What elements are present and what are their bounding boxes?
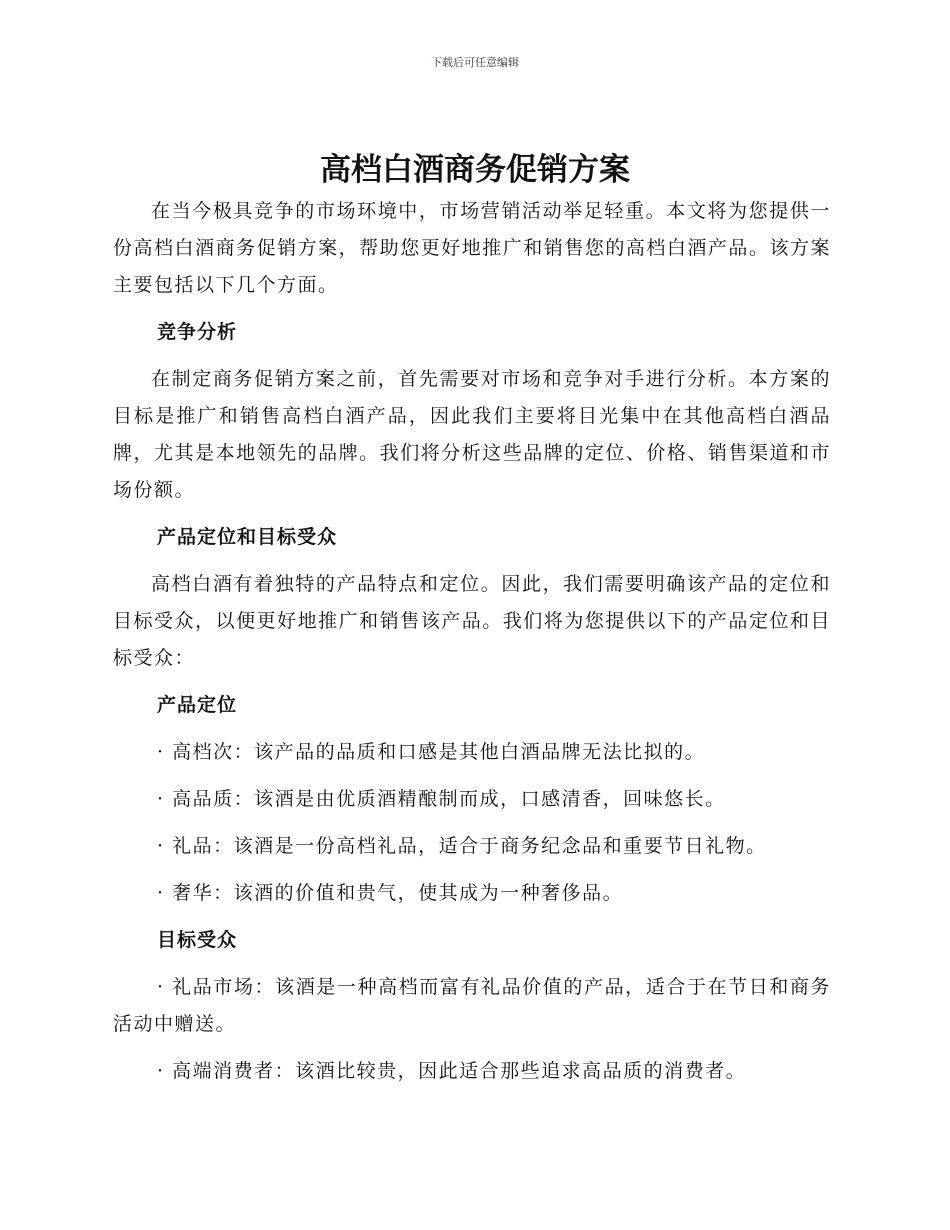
document-title: 高档白酒商务促销方案	[320, 152, 630, 188]
list-item: · 高端消费者：该酒比较贵，因此适合那些追求高品质的消费者。	[157, 1060, 747, 1082]
positioning-paragraph: 高档白酒有着独特的产品特点和定位。因此，我们需要明确该产品的定位和目标受众，以便更好地推广和销售该产品。我们将为您提供以下的产品定位和目标受众：	[113, 573, 831, 669]
section-heading-positioning: 产品定位和目标受众	[157, 526, 338, 548]
list-item: · 高档次：该产品的品质和口感是其他白酒品牌无法比拟的。	[157, 741, 706, 763]
list-item: · 高品质：该酒是由优质酒精酿制而成，口感清香，回味悠长。	[157, 788, 726, 810]
section-heading-competition: 竞争分析	[157, 321, 238, 343]
competition-paragraph: 在制定商务促销方案之前，首先需要对市场和竞争对手进行分析。本方案的目标是推广和销售高档白酒产品，因此我们主要将目光集中在其他高档白酒品牌，尤其是本地领先的品牌。我们将分析这些品牌的定位、价格、销售渠道和市场份额。	[113, 368, 831, 501]
document-body	[113, 193, 831, 1090]
list-item: · 礼品市场：该酒是一种高档而富有礼品价值的产品，适合于在节日和商务活动中赠送。	[113, 976, 831, 1035]
intro-paragraph: 在当今极具竞争的市场环境中，市场营销活动举足轻重。本文将为您提供一份高档白酒商务促销方案，帮助您更好地推广和销售您的高档白酒产品。该方案主要包括以下几个方面。	[113, 200, 831, 296]
page-header-note: 下载后可任意编辑	[431, 56, 519, 69]
section-heading-target-audience: 目标受众	[157, 929, 238, 951]
list-item: · 奢华：该酒的价值和贵气，使其成为一种奢侈品。	[157, 882, 624, 904]
list-item: · 礼品：该酒是一份高档礼品，适合于商务纪念品和重要节日礼物。	[157, 835, 767, 857]
section-heading-product-positioning: 产品定位	[157, 694, 238, 716]
